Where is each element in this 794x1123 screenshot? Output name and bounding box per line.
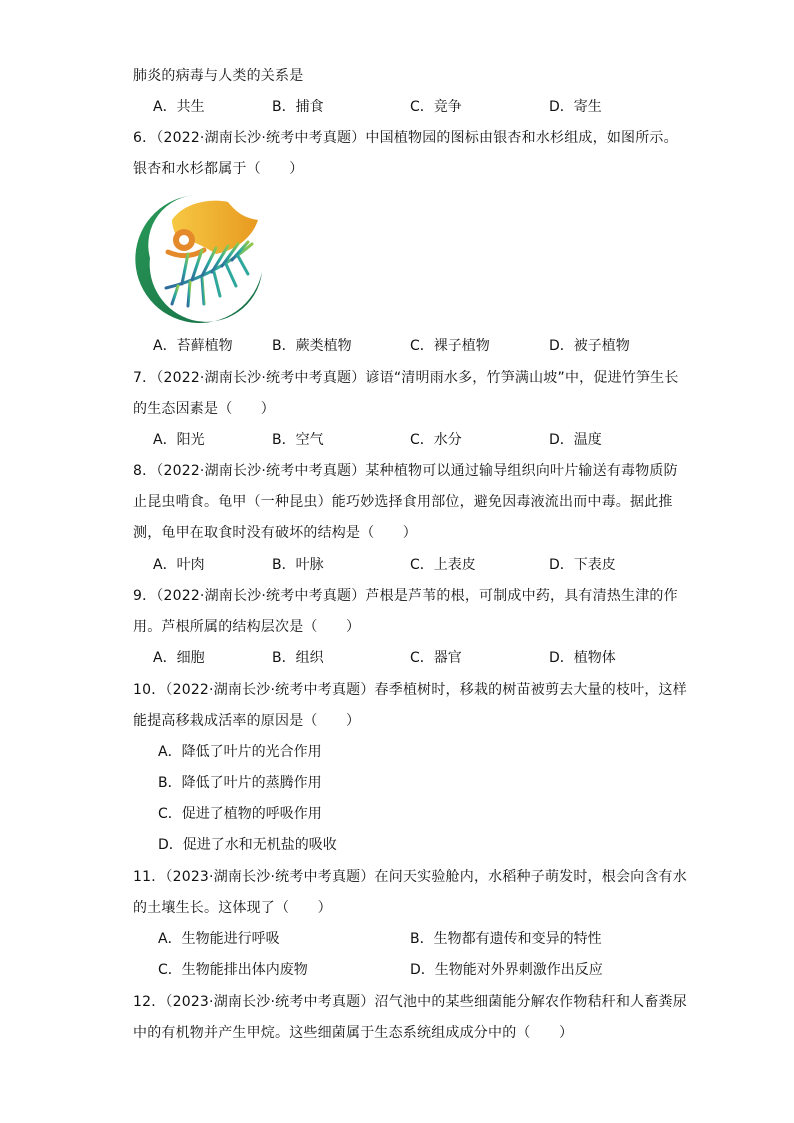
botanical-garden-logo-icon	[132, 192, 268, 326]
q5-option-c: C．竞争	[410, 99, 462, 115]
q10-option-c: C．促进了植物的呼吸作用	[158, 806, 322, 822]
q12-stem-line2: 中的有机物并产生甲烷。这些细菌属于生态系统组成成分中的（ ）	[133, 1025, 574, 1041]
q6-option-c: C．裸子植物	[410, 338, 490, 354]
q8-option-a: A．叶肉	[153, 557, 205, 573]
q7-stem-line1: 7．（2022·湖南长沙·统考中考真题）谚语“清明雨水多，竹笋满山坡”中，促进竹笋生长	[133, 370, 679, 386]
q11-stem-line1: 11．（2023·湖南长沙·统考中考真题）在问天实验舱内，水稻种子萌发时，根会向含有水	[133, 869, 687, 885]
q5-option-b: B．捕食	[272, 99, 324, 115]
q9-stem-line2: 用。芦根所属的结构层次是（ ）	[133, 619, 361, 635]
q11-option-c: C．生物能排出体内废物	[158, 962, 308, 978]
q6-stem-line1: 6．（2022·湖南长沙·统考中考真题）中国植物园的图标由银杏和水杉组成，如图所示。	[133, 130, 678, 146]
q11-stem-line2: 的土壤生长。这体现了（ ）	[133, 900, 332, 916]
q8-stem-line2: 止昆虫啃食。龟甲（一种昆虫）能巧妙选择食用部位，避免因毒液流出而中毒。据此推	[133, 494, 673, 510]
q7-option-a: A．阳光	[153, 432, 205, 448]
q5-option-d: D．寄生	[549, 99, 602, 115]
q11-option-d: D．生物能对外界刺激作出反应	[410, 962, 603, 978]
q6-option-b: B．蕨类植物	[272, 338, 352, 354]
q6-option-a: A．苔藓植物	[153, 338, 233, 354]
q11-option-a: A．生物能进行呼吸	[158, 931, 280, 947]
q12-stem-line1: 12．（2023·湖南长沙·统考中考真题）沼气池中的某些细菌能分解农作物秸秆和人畜粪尿	[133, 994, 687, 1010]
question-5-stem-tail: 肺炎的病毒与人类的关系是	[133, 68, 304, 84]
q8-option-d: D．下表皮	[549, 557, 616, 573]
q10-option-d: D．促进了水和无机盐的吸收	[158, 837, 337, 853]
q10-stem-line1: 10．（2022·湖南长沙·统考中考真题）春季植树时，移栽的树苗被剪去大量的枝叶，这样	[133, 682, 687, 698]
q9-stem-line1: 9．（2022·湖南长沙·统考中考真题）芦根是芦苇的根，可制成中药，具有清热生津的作	[133, 588, 678, 604]
q11-option-b: B．生物都有遗传和变异的特性	[410, 931, 602, 947]
q10-option-b: B．降低了叶片的蒸腾作用	[158, 775, 322, 791]
q6-stem-line2: 银杏和水杉都属于（ ）	[133, 161, 304, 177]
q9-option-b: B．组织	[272, 650, 324, 666]
q6-option-d: D．被子植物	[549, 338, 630, 354]
q7-option-d: D．温度	[549, 432, 602, 448]
q9-option-a: A．细胞	[153, 650, 205, 666]
q8-stem-line1: 8．（2022·湖南长沙·统考中考真题）某种植物可以通过输导组织向叶片输送有毒物质防	[133, 463, 678, 479]
q8-option-b: B．叶脉	[272, 557, 324, 573]
q10-option-a: A．降低了叶片的光合作用	[158, 744, 322, 760]
q10-stem-line2: 能提高移栽成活率的原因是（ ）	[133, 713, 361, 729]
q7-stem-line2: 的生态因素是（ ）	[133, 401, 275, 417]
q9-option-d: D．植物体	[549, 650, 616, 666]
q5-option-a: A．共生	[153, 99, 205, 115]
q7-option-c: C．水分	[410, 432, 462, 448]
q7-option-b: B．空气	[272, 432, 324, 448]
q9-option-c: C．器官	[410, 650, 462, 666]
q8-stem-line3: 测，龟甲在取食时没有破坏的结构是（ ）	[133, 525, 417, 541]
q8-option-c: C．上表皮	[410, 557, 476, 573]
